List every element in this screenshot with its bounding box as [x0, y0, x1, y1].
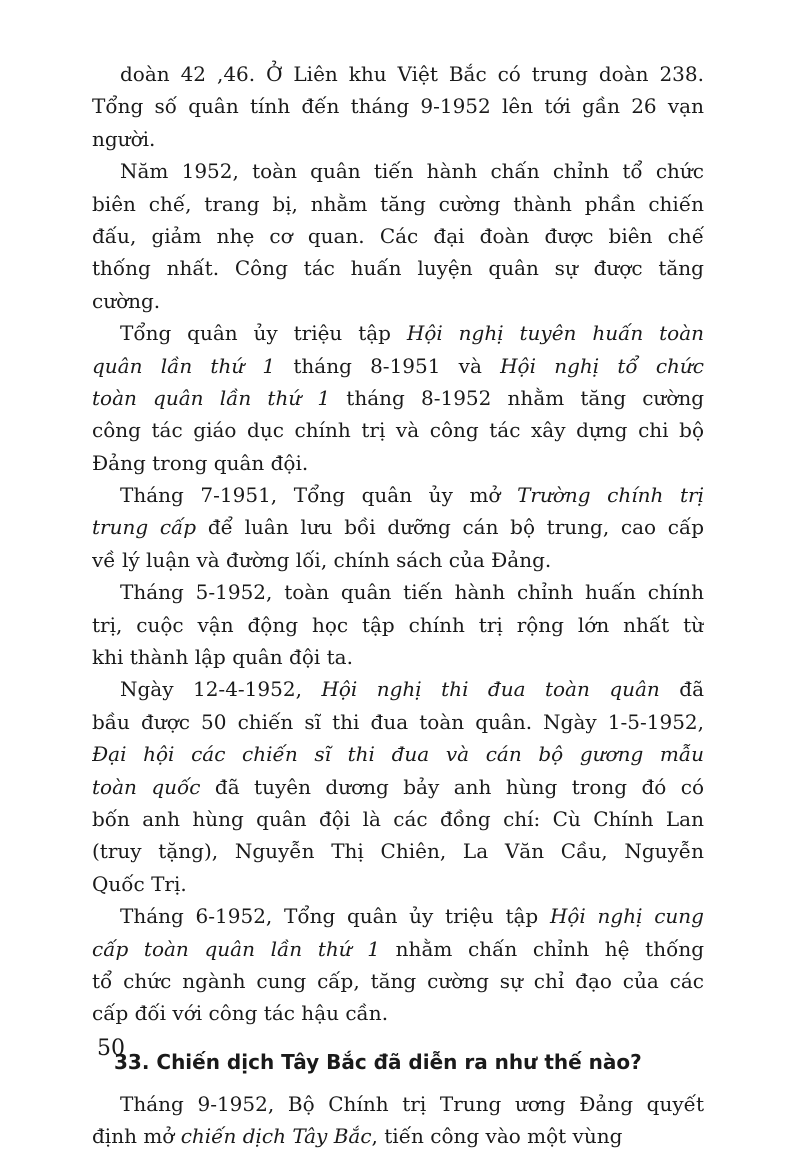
text-run: đã — [659, 677, 704, 702]
text-run: công tác giáo dục chính trị và công tác xây dựng chi bộ — [92, 418, 704, 443]
italic-text: toàn quân lần thứ 1 — [92, 385, 331, 410]
text-line — [92, 965, 704, 997]
text-line — [92, 1120, 704, 1152]
text-line — [92, 835, 704, 867]
text-line — [92, 576, 704, 608]
text-run: Đảng trong quân đội. — [92, 450, 309, 475]
italic-text: Hội nghị thi đua toàn quân — [321, 677, 660, 702]
text-line — [92, 544, 704, 576]
text-run: về lý luận và đường lối, chính sách của Đảng. — [92, 547, 552, 572]
text-run: tháng 8-1951 và — [275, 353, 501, 378]
text-line — [92, 58, 704, 90]
paragraphs — [92, 58, 704, 1030]
italic-text: chiến dịch Tây Bắc — [180, 1124, 372, 1149]
text-line — [92, 317, 704, 349]
italic-text: trung cấp — [92, 515, 197, 540]
text-run: Tổng số quân tính đến tháng 9-1952 lên tới gần 26 vạn — [92, 94, 704, 119]
text-run: Tháng 9-1952, Bộ Chính trị Trung ương Đảng quyết — [120, 1091, 704, 1116]
text-run: định mở — [92, 1124, 181, 1149]
paragraph — [92, 58, 704, 155]
text-line — [92, 1088, 704, 1120]
text-line — [92, 220, 704, 252]
text-line — [92, 706, 704, 738]
paragraph — [92, 576, 704, 673]
text-run: tổ chức ngành cung cấp, tăng cường sự chỉ đạo của các — [92, 968, 704, 993]
final-paragraph — [92, 1088, 704, 1153]
text-line — [92, 900, 704, 932]
text-run: Tháng 7-1951, Tổng quân ủy mở — [120, 483, 518, 508]
text-line — [92, 285, 704, 317]
text-line — [92, 511, 704, 543]
text-run: người. — [92, 126, 156, 151]
section-heading: 33. Chiến dịch Tây Bắc đã diễn ra như thế nào? — [114, 1049, 642, 1074]
text-run: khi thành lập quân đội ta. — [92, 645, 353, 670]
text-line — [92, 641, 704, 673]
text-line — [92, 414, 704, 446]
text-run: (truy tặng), Nguyễn Thị Chiên, La Văn Cầu, Nguyễn — [92, 839, 704, 864]
text-run: bầu được 50 chiến sĩ thi đua toàn quân. Ngày 1-5-1952, — [92, 709, 704, 734]
text-line — [92, 350, 704, 382]
text-run: biên chế, trang bị, nhằm tăng cường thành phần chiến — [92, 191, 704, 216]
page-body — [92, 58, 704, 1153]
paragraph — [92, 673, 704, 900]
text-run: Tổng quân ủy triệu tập — [120, 321, 407, 346]
italic-text: Trường chính trị — [517, 483, 704, 508]
italic-text: Hội nghị tuyên huấn toàn — [406, 321, 704, 346]
text-line — [92, 447, 704, 479]
text-run: nhằm chấn chỉnh hệ thống — [380, 936, 704, 961]
text-line — [92, 609, 704, 641]
text-run: Quốc Trị. — [92, 871, 187, 896]
text-line — [92, 771, 704, 803]
text-run: để luân lưu bồi dưỡng cán bộ trung, cao cấp — [196, 515, 704, 540]
italic-text: cấp toàn quân lần thứ 1 — [92, 936, 381, 961]
text-run: đấu, giảm nhẹ cơ quan. Các đại đoàn được biên chế — [92, 223, 704, 248]
text-line — [92, 90, 704, 122]
text-line — [92, 479, 704, 511]
text-run: bốn anh hùng quân đội là các đồng chí: Cù Chính Lan — [92, 806, 704, 831]
text-run: doàn 42 ,46. Ở Liên khu Việt Bắc có trung doàn 238. — [120, 62, 704, 86]
text-line — [92, 933, 704, 965]
italic-text: Hội nghị tổ chức — [500, 353, 704, 378]
text-run: thống nhất. Công tác huấn luyện quân sự được tăng — [92, 256, 704, 281]
italic-text: Hội nghị cung — [549, 904, 704, 929]
italic-text: quân lần thứ 1 — [92, 353, 276, 378]
text-run: , tiến công vào một vùng — [371, 1124, 623, 1149]
text-run: cấp đối với công tác hậu cần. — [92, 1001, 389, 1026]
text-run: Ngày 12-4-1952, — [120, 677, 322, 702]
paragraph — [92, 900, 704, 1030]
text-run: trị, cuộc vận động học tập chính trị rộng lớn nhất từ — [92, 612, 704, 637]
text-line — [92, 868, 704, 900]
text-line — [92, 997, 704, 1029]
text-line — [92, 252, 704, 284]
text-run: Tháng 6-1952, Tổng quân ủy triệu tập — [120, 904, 550, 929]
text-line — [92, 803, 704, 835]
paragraph — [92, 317, 704, 479]
text-run: cường. — [92, 288, 161, 313]
text-line — [92, 123, 704, 155]
text-line — [92, 673, 704, 705]
text-line — [92, 382, 704, 414]
text-line — [92, 155, 704, 187]
text-run: Tháng 5-1952, toàn quân tiến hành chỉnh huấn chính — [120, 580, 704, 605]
text-line — [92, 188, 704, 220]
paragraph — [92, 1088, 704, 1153]
italic-text: toàn quốc — [92, 774, 201, 799]
text-run: đã tuyên dương bảy anh hùng trong đó có — [200, 774, 704, 799]
text-line — [92, 738, 704, 770]
text-run: tháng 8-1952 nhằm tăng cường — [330, 385, 704, 410]
paragraph — [92, 479, 704, 576]
italic-text: Đại hội các chiến sĩ thi đua và cán bộ gương mẫu — [92, 742, 704, 767]
text-run: Năm 1952, toàn quân tiến hành chấn chỉnh tổ chức — [120, 159, 704, 184]
page-number: 50 — [97, 1036, 125, 1061]
paragraph — [92, 155, 704, 317]
